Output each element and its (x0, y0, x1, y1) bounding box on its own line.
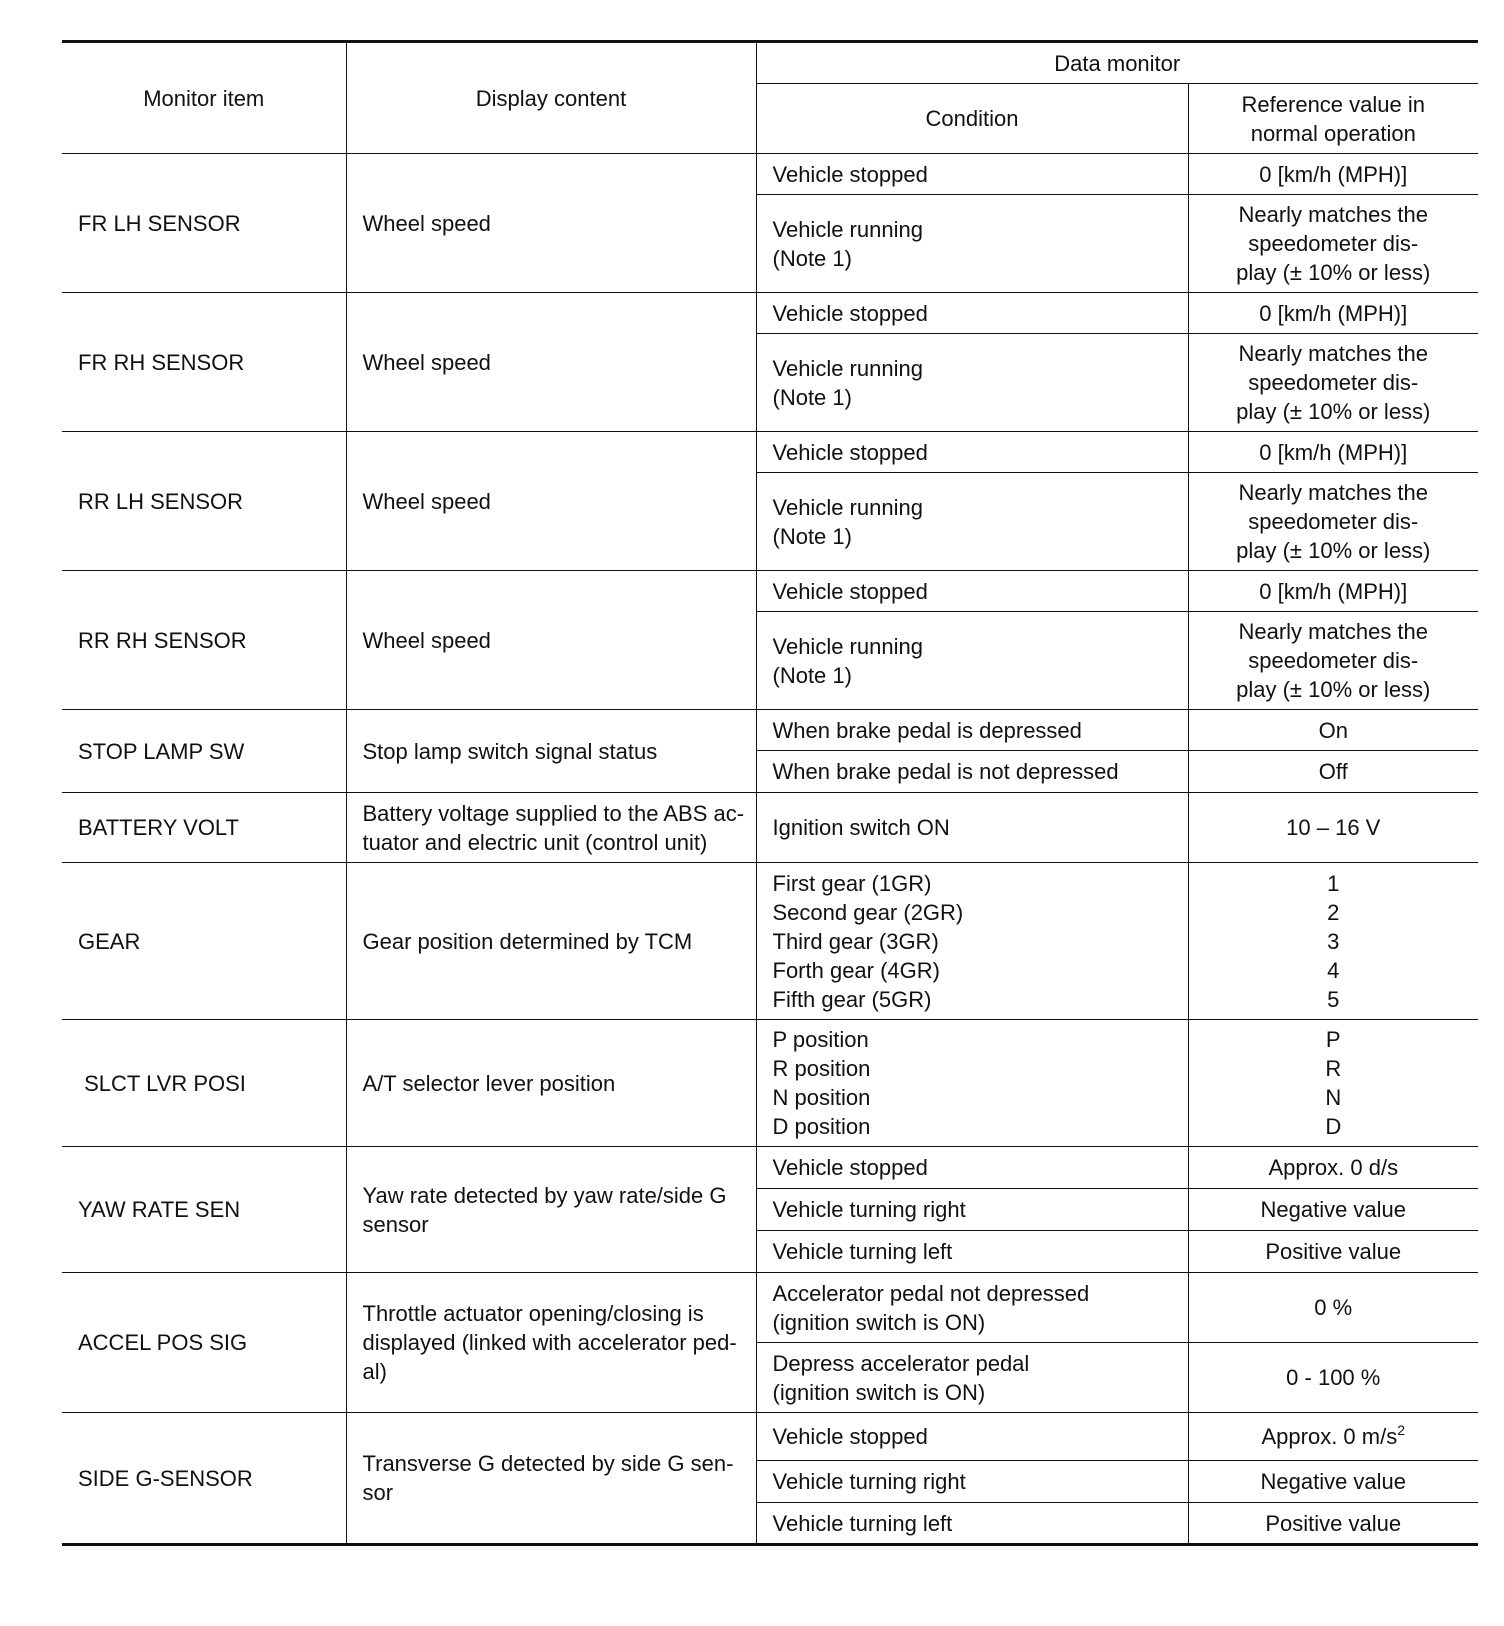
condition-line: D position (772, 1114, 871, 1139)
display-line: displayed (linked with accelerator ped- (362, 1330, 737, 1355)
reference-value (1188, 863, 1478, 1020)
monitor-item: GEAR (62, 863, 346, 1020)
condition-line: P position (772, 1027, 869, 1052)
reference-value: Approx. 0 d/s (1188, 1147, 1478, 1189)
condition-line: Forth gear (4GR) (772, 957, 940, 983)
reference-value: 0 - 100 % (1188, 1343, 1478, 1413)
condition: Vehicle stopped (756, 154, 1188, 195)
condition (756, 1273, 1188, 1343)
condition-line: Depress accelerator pedal (772, 1350, 1030, 1376)
reference-line: speedometer dis- (1248, 648, 1419, 673)
display-content (346, 793, 756, 863)
display-content: Stop lamp switch signal status (346, 710, 756, 793)
display-content (346, 1273, 756, 1413)
reference-line: 5 (1327, 986, 1340, 1012)
reference-value: Off (1188, 751, 1478, 793)
display-line: Transverse G detected by side G sen- (362, 1451, 734, 1476)
display-line: Battery voltage supplied to the ABS ac- (362, 800, 745, 826)
condition: Vehicle turning right (756, 1461, 1188, 1503)
condition (756, 1020, 1188, 1147)
table-row (62, 432, 1478, 473)
condition-line: R position (772, 1056, 871, 1081)
display-content: Gear position determined by TCM (346, 863, 756, 1020)
reference-value: 0 [km/h (MPH)] (1188, 154, 1478, 195)
condition-line: (Note 1) (772, 384, 852, 410)
condition: Vehicle stopped (756, 432, 1188, 473)
condition-line: Vehicle running (772, 355, 923, 381)
condition: Vehicle stopped (756, 571, 1188, 612)
header-row (62, 42, 1478, 84)
reference-value (1188, 473, 1478, 571)
display-line: al) (362, 1359, 387, 1384)
table-row (62, 1273, 1478, 1343)
reference-line: N (1325, 1085, 1342, 1110)
monitor-item: ACCEL POS SIG (62, 1273, 346, 1413)
table-row (62, 571, 1478, 612)
monitor-item: YAW RATE SEN (62, 1147, 346, 1273)
reference-value (1188, 1020, 1478, 1147)
condition (756, 473, 1188, 571)
reference-value (1188, 1413, 1478, 1461)
display-line: sensor (362, 1211, 429, 1237)
reference-value (1188, 195, 1478, 293)
reference-line: P (1325, 1027, 1341, 1052)
reference-line: Nearly matches the (1238, 480, 1429, 505)
condition: Vehicle turning left (756, 1231, 1188, 1273)
table-row (62, 1413, 1478, 1461)
display-line: tuator and electric unit (control unit) (362, 829, 708, 855)
monitor-item: FR RH SENSOR (62, 293, 346, 432)
header-reference-line: Reference value in (1241, 91, 1425, 117)
monitor-item: SLCT LVR POSI (62, 1020, 346, 1147)
reference-value: Negative value (1188, 1189, 1478, 1231)
condition (756, 195, 1188, 293)
reference-value: Positive value (1188, 1231, 1478, 1273)
table-row (62, 793, 1478, 863)
reference-line: 4 (1327, 957, 1340, 983)
condition: When brake pedal is not depressed (756, 751, 1188, 793)
superscript: 2 (1397, 1421, 1406, 1438)
monitor-item: SIDE G-SENSOR (62, 1413, 346, 1545)
reference-value: 0 [km/h (MPH)] (1188, 432, 1478, 473)
reference-line: 1 (1327, 870, 1340, 896)
reference-value (1188, 612, 1478, 710)
table-row (62, 154, 1478, 195)
header-data-monitor: Data monitor (756, 42, 1478, 84)
reference-line: play (± 10% or less) (1236, 677, 1431, 702)
condition: Ignition switch ON (756, 793, 1188, 863)
reference-value (1188, 334, 1478, 432)
display-line: Throttle actuator opening/closing is (362, 1301, 704, 1326)
condition-line: Vehicle running (772, 216, 923, 242)
condition (756, 612, 1188, 710)
reference-line: Nearly matches the (1238, 202, 1429, 227)
condition-line: Second gear (2GR) (772, 899, 964, 925)
reference-value: Negative value (1188, 1461, 1478, 1503)
header-reference-line: normal operation (1250, 120, 1416, 146)
monitor-item: RR RH SENSOR (62, 571, 346, 710)
display-content: A/T selector lever position (346, 1020, 756, 1147)
reference-value: 0 [km/h (MPH)] (1188, 571, 1478, 612)
condition: When brake pedal is depressed (756, 710, 1188, 751)
reference-line: speedometer dis- (1248, 370, 1419, 395)
display-content: Wheel speed (346, 293, 756, 432)
condition: Vehicle stopped (756, 1147, 1188, 1189)
monitor-item: RR LH SENSOR (62, 432, 346, 571)
table-row (62, 1020, 1478, 1147)
display-content (346, 1413, 756, 1545)
reference-line: 3 (1327, 928, 1340, 954)
condition-line: (ignition switch is ON) (772, 1379, 986, 1405)
reference-value: 0 % (1188, 1273, 1478, 1343)
reference-value: Positive value (1188, 1503, 1478, 1545)
reference-line: D (1325, 1114, 1342, 1139)
reference-value: 0 [km/h (MPH)] (1188, 293, 1478, 334)
monitor-item: BATTERY VOLT (62, 793, 346, 863)
header-condition: Condition (756, 84, 1188, 154)
display-content: Wheel speed (346, 154, 756, 293)
condition-line: Accelerator pedal not depressed (772, 1280, 1090, 1306)
display-line: Yaw rate detected by yaw rate/side G (362, 1182, 727, 1208)
condition (756, 334, 1188, 432)
display-content: Wheel speed (346, 571, 756, 710)
reference-line: R (1325, 1056, 1342, 1081)
table-row (62, 863, 1478, 1020)
reference-line: 2 (1327, 899, 1340, 925)
reference-line: play (± 10% or less) (1236, 260, 1431, 285)
reference-line: play (± 10% or less) (1236, 399, 1431, 424)
condition-line: Vehicle running (772, 633, 923, 659)
reference-line: Nearly matches the (1238, 341, 1429, 366)
table-row (62, 1147, 1478, 1189)
header-reference-value (1188, 84, 1478, 154)
condition (756, 863, 1188, 1020)
reference-line: Nearly matches the (1238, 619, 1429, 644)
condition: Vehicle turning left (756, 1503, 1188, 1545)
condition: Vehicle turning right (756, 1189, 1188, 1231)
condition-line: (ignition switch is ON) (772, 1309, 986, 1335)
condition-line: First gear (1GR) (772, 870, 932, 896)
condition (756, 1343, 1188, 1413)
header-display-content: Display content (346, 42, 756, 154)
reference-line: speedometer dis- (1248, 509, 1419, 534)
monitor-item: FR LH SENSOR (62, 154, 346, 293)
header-monitor-item: Monitor item (62, 42, 346, 154)
display-line: sor (362, 1480, 394, 1505)
data-monitor-table (62, 40, 1478, 1546)
condition: Vehicle stopped (756, 1413, 1188, 1461)
condition-line: Third gear (3GR) (772, 928, 939, 954)
reference-value: 10 – 16 V (1188, 793, 1478, 863)
display-content (346, 1147, 756, 1273)
reference-value: On (1188, 710, 1478, 751)
reference-line: play (± 10% or less) (1236, 538, 1431, 563)
reference-text: Approx. 0 m/s (1261, 1424, 1398, 1449)
condition-line: (Note 1) (772, 662, 852, 688)
condition-line: (Note 1) (772, 245, 852, 271)
table-row (62, 710, 1478, 751)
condition: Vehicle stopped (756, 293, 1188, 334)
condition-line: N position (772, 1085, 871, 1110)
condition-line: (Note 1) (772, 523, 852, 549)
condition-line: Vehicle running (772, 494, 923, 520)
table-row (62, 293, 1478, 334)
monitor-item: STOP LAMP SW (62, 710, 346, 793)
reference-line: speedometer dis- (1248, 231, 1419, 256)
display-content: Wheel speed (346, 432, 756, 571)
condition-line: Fifth gear (5GR) (772, 986, 932, 1012)
